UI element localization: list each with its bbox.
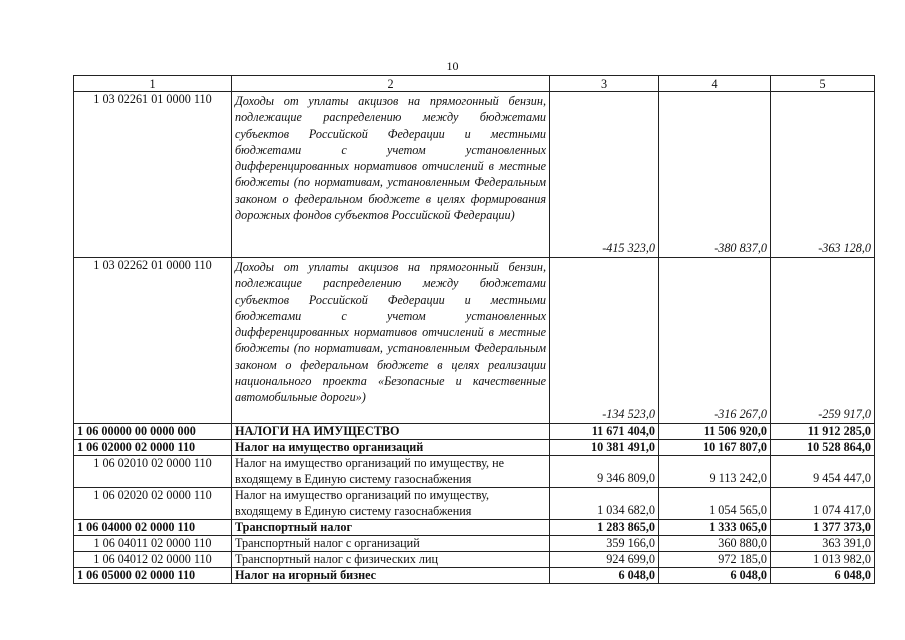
value-col-3: 1 283 865,0	[550, 520, 659, 536]
value-col-3: 359 166,0	[550, 536, 659, 552]
table-row	[74, 536, 875, 552]
value-col-5: 363 391,0	[771, 536, 875, 552]
table-row	[74, 424, 875, 440]
revenue-name: Доходы от уплаты акцизов на прямогонный бензин, подлежащие распределению между бюджетами субъектов Российской Федерации и местными бюджетами с учетом установленных дифференцированных нормативов отчислений в местные бюджеты (по нормативам, установленным Федеральным законом о федеральном бюджете в целях реализации национального проекта «Безопасные и качественные автомобильные дороги»)	[232, 258, 550, 424]
value-col-4: 972 185,0	[659, 552, 771, 568]
value-col-5: 9 454 447,0	[771, 456, 875, 488]
budget-code: 1 06 02000 02 0000 110	[74, 440, 232, 456]
revenue-name: Налог на игорный бизнес	[232, 568, 550, 584]
value-col-5: 6 048,0	[771, 568, 875, 584]
page-number: 10	[446, 59, 459, 73]
value-col-4: -316 267,0	[659, 258, 771, 424]
value-col-3: 1 034 682,0	[550, 488, 659, 520]
table-row	[74, 568, 875, 584]
table-row	[74, 440, 875, 456]
value-col-5: 11 912 285,0	[771, 424, 875, 440]
value-col-3: 6 048,0	[550, 568, 659, 584]
budget-code: 1 06 04012 02 0000 110	[74, 552, 232, 568]
revenue-name: Доходы от уплаты акцизов на прямогонный бензин, подлежащие распределению между бюджетами субъектов Российской Федерации и местными бюджетами с учетом установленных дифференцированных нормативов отчислений в местные бюджеты (по нормативам, установленным Федеральным законом о федеральном бюджете в целях формирования дорожных фондов субъектов Российской Федерации)	[232, 92, 550, 258]
value-col-4: 11 506 920,0	[659, 424, 771, 440]
value-col-4: 1 333 065,0	[659, 520, 771, 536]
table-row	[74, 552, 875, 568]
value-col-3: 9 346 809,0	[550, 456, 659, 488]
revenue-name: Налог на имущество организаций по имуществу, не входящему в Единую систему газоснабжения	[232, 456, 550, 488]
value-col-3: -415 323,0	[550, 92, 659, 258]
value-col-4: 9 113 242,0	[659, 456, 771, 488]
value-col-5: 1 074 417,0	[771, 488, 875, 520]
value-col-3: -134 523,0	[550, 258, 659, 424]
table-row	[74, 258, 875, 424]
budget-code: 1 06 02020 02 0000 110	[74, 488, 232, 520]
table-row	[74, 520, 875, 536]
budget-code: 1 06 02010 02 0000 110	[74, 456, 232, 488]
value-col-3: 10 381 491,0	[550, 440, 659, 456]
revenue-name: Транспортный налог	[232, 520, 550, 536]
budget-code: 1 06 05000 02 0000 110	[74, 568, 232, 584]
value-col-4: 1 054 565,0	[659, 488, 771, 520]
revenue-name: Транспортный налог с физических лиц	[232, 552, 550, 568]
value-col-3: 924 699,0	[550, 552, 659, 568]
table-row	[74, 456, 875, 488]
value-col-5: 1 013 982,0	[771, 552, 875, 568]
column-header-1: 1	[74, 76, 232, 92]
value-col-3: 11 671 404,0	[550, 424, 659, 440]
value-col-5: -363 128,0	[771, 92, 875, 258]
revenue-name: Транспортный налог с организаций	[232, 536, 550, 552]
value-col-5: 10 528 864,0	[771, 440, 875, 456]
budget-code: 1 03 02262 01 0000 110	[74, 258, 232, 424]
value-col-4: 10 167 807,0	[659, 440, 771, 456]
column-number-row	[74, 76, 875, 92]
value-col-4: -380 837,0	[659, 92, 771, 258]
revenue-name: Налог на имущество организаций	[232, 440, 550, 456]
budget-code: 1 06 04011 02 0000 110	[74, 536, 232, 552]
revenue-name: НАЛОГИ НА ИМУЩЕСТВО	[232, 424, 550, 440]
budget-code: 1 03 02261 01 0000 110	[74, 92, 232, 258]
revenue-name: Налог на имущество организаций по имуществу, входящему в Единую систему газоснабжения	[232, 488, 550, 520]
column-header-2: 2	[232, 76, 550, 92]
value-col-4: 360 880,0	[659, 536, 771, 552]
value-col-5: -259 917,0	[771, 258, 875, 424]
value-col-5: 1 377 373,0	[771, 520, 875, 536]
column-header-5: 5	[771, 76, 875, 92]
column-header-3: 3	[550, 76, 659, 92]
budget-code: 1 06 00000 00 0000 000	[74, 424, 232, 440]
budget-revenue-table	[73, 75, 875, 584]
table-row	[74, 92, 875, 258]
column-header-4: 4	[659, 76, 771, 92]
budget-code: 1 06 04000 02 0000 110	[74, 520, 232, 536]
value-col-4: 6 048,0	[659, 568, 771, 584]
table-row	[74, 488, 875, 520]
